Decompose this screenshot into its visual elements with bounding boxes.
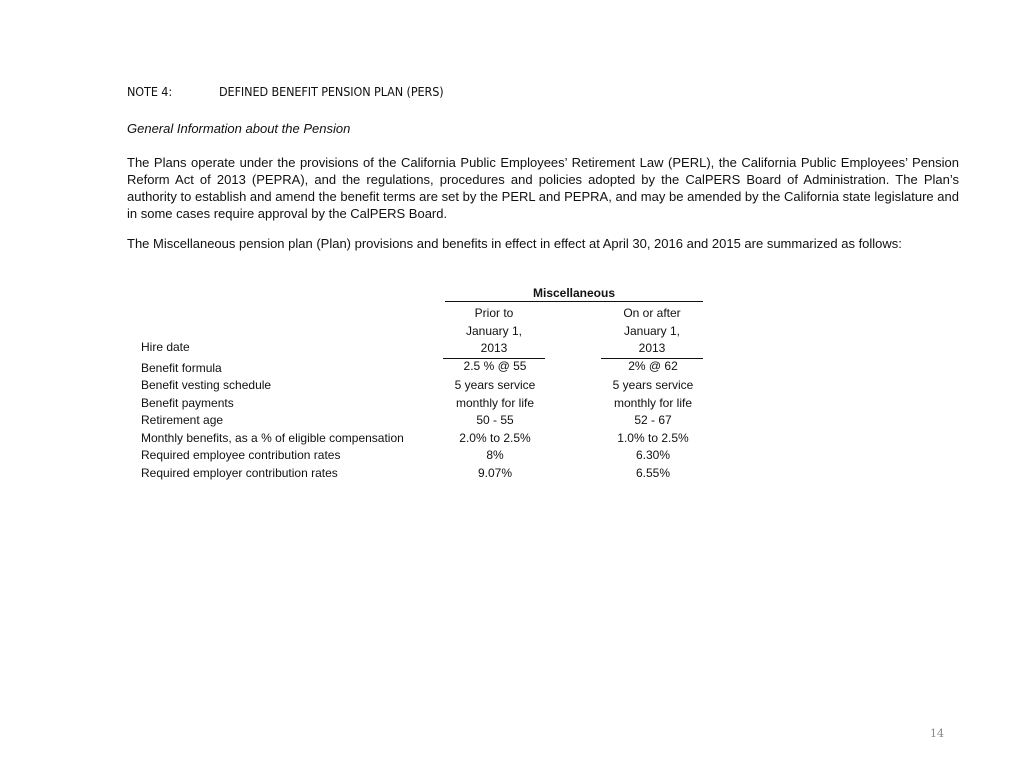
table-row	[0, 431, 1024, 449]
row-value-after: 2% @ 62	[628, 359, 678, 373]
table-row	[0, 378, 1024, 396]
row-value-prior: 2.5 % @ 55	[463, 359, 527, 373]
row-value-after: 5 years service	[612, 378, 694, 392]
hire-date-label: Hire date	[141, 340, 190, 354]
row-value-after: 52 - 67	[634, 413, 672, 427]
table-row	[0, 361, 1024, 379]
section-subheading: General Information about the Pension	[127, 121, 351, 136]
paragraph-plan-provisions: The Plans operate under the provisions of the California Public Employees’ Retirement Law (PERL), the California Public Employees’ Pension Reform Act of 2013 (PEPRA), and the regulations, procedures and policies adopted by the CalPERS Board of Administration. The Plan’s authority to establish and amend the benefit terms are set by the PERL and PEPRA, and may be amended by the California state legislature and in some cases require approval by the CalPERS Board.	[127, 155, 959, 221]
row-label: Required employee contribution rates	[141, 448, 341, 462]
note-number: NOTE 4:	[127, 84, 173, 99]
column-header-line: January 1,	[465, 323, 523, 338]
row-label: Benefit payments	[141, 396, 234, 410]
row-value-prior: monthly for life	[455, 396, 535, 410]
row-value-prior: 5 years service	[454, 378, 536, 392]
column-header-line: January 1,	[623, 323, 681, 338]
column-header-line: On or after	[623, 306, 681, 320]
row-label: Required employer contribution rates	[141, 466, 338, 480]
row-value-after: 6.30%	[635, 448, 671, 462]
column-header-after	[601, 305, 703, 359]
paragraph-plan-summary: The Miscellaneous pension plan (Plan) provisions and benefits in effect in effect at April 30, 2016 and 2015 are summarized as follows:	[127, 236, 902, 251]
row-value-after: monthly for life	[613, 396, 693, 410]
table-row	[0, 396, 1024, 414]
column-header-prior	[443, 305, 545, 359]
row-value-prior: 9.07%	[477, 466, 513, 480]
row-label: Benefit formula	[141, 361, 222, 375]
table-row	[0, 466, 1024, 484]
row-value-after: 6.55%	[635, 466, 671, 480]
column-header-line: Prior to	[474, 306, 514, 320]
column-header-line: 2013	[480, 341, 508, 355]
row-label: Monthly benefits, as a % of eligible compensation	[141, 431, 404, 445]
table-group-header: Miscellaneous	[445, 286, 703, 302]
row-value-prior: 50 - 55	[476, 413, 514, 427]
row-label: Benefit vesting schedule	[141, 378, 272, 392]
note-heading	[127, 84, 444, 99]
page-number: 14	[930, 727, 944, 740]
note-title: DEFINED BENEFIT PENSION PLAN (PERS)	[219, 84, 444, 99]
column-header-line: 2013	[638, 341, 666, 355]
row-value-prior: 2.0% to 2.5%	[459, 431, 531, 445]
table-row	[0, 448, 1024, 466]
table-row	[0, 413, 1024, 431]
row-value-after: 1.0% to 2.5%	[617, 431, 689, 445]
row-label: Retirement age	[141, 413, 224, 427]
row-value-prior: 8%	[486, 448, 504, 462]
